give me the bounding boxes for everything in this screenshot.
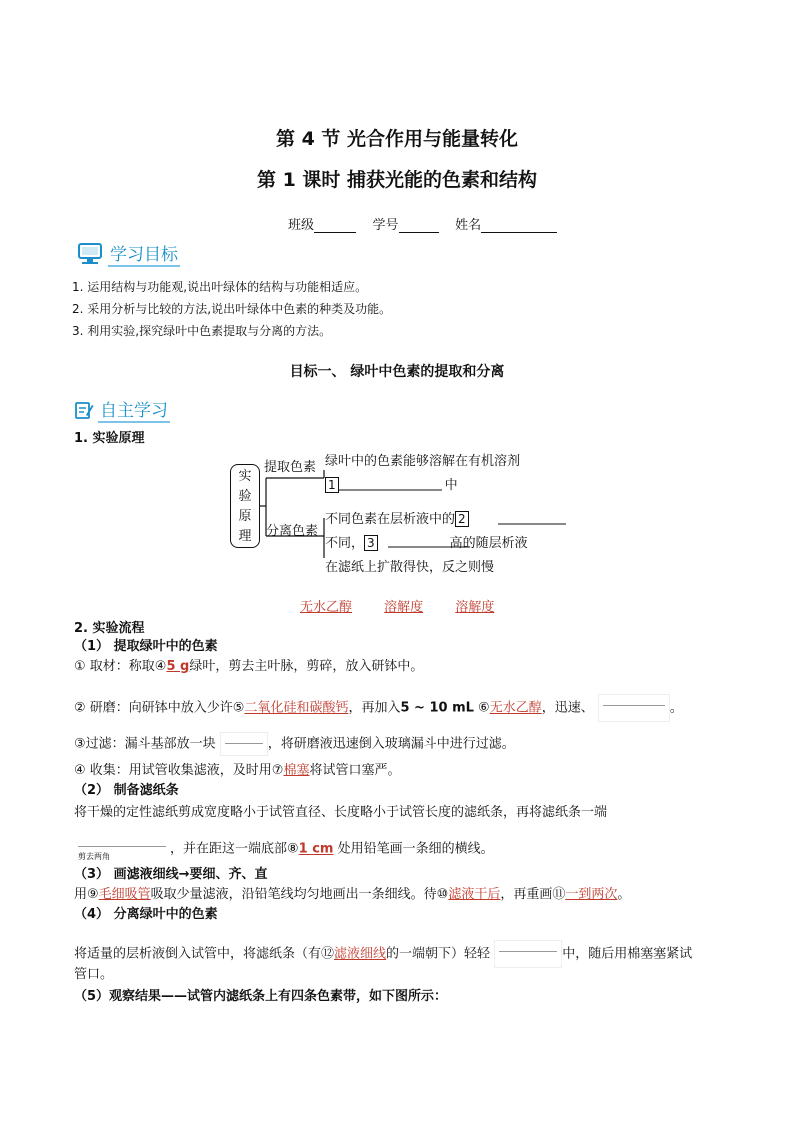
cut-corners-thumbnail — [74, 836, 170, 862]
sub3-a: 用⑨ — [74, 887, 99, 902]
objective-item: 3. 利用实验,探究绿叶中色素提取与分离的方法。 — [72, 324, 332, 338]
branch2-line3: 在滤纸上扩散得快，反之则慢 — [325, 560, 495, 575]
sub4-end: 管口。 — [74, 967, 114, 982]
step2-volume: 5 ~ 10 mL — [400, 700, 474, 716]
name-label: 姓名 — [455, 218, 482, 233]
box-char: 实 — [238, 469, 252, 484]
box-char: 验 — [238, 489, 252, 504]
sub3-c: ，再重画⑪ — [500, 887, 566, 902]
step2-a: ② 研磨：向研钵中放入少许⑤ — [74, 700, 245, 716]
step1 — [74, 658, 423, 676]
sub3-answer3: 一到两次 — [565, 887, 618, 902]
branch2-line1-text: 不同色素在层析液中的 — [325, 512, 456, 527]
answer-3: 溶解度 — [455, 600, 495, 615]
sub4-heading: （4） 分离绿叶中的色素 — [74, 907, 218, 922]
self-study-label: 自主学习 — [98, 396, 170, 423]
sub4-b: 的一端朝下）轻轻 — [386, 946, 491, 962]
lesson-title: 第 1 课时 捕获光能的色素和结构 — [256, 169, 538, 191]
step2-e: 。 — [669, 700, 683, 716]
goal-heading: 目标一、 绿叶中色素的提取和分离 — [289, 364, 505, 380]
self-study-header — [74, 396, 170, 423]
step1-b: 绿叶，剪去主叶脉，剪碎，放入研钵中。 — [189, 659, 424, 674]
class-blank[interactable] — [314, 218, 356, 233]
step2-c: ⑥ — [473, 700, 490, 716]
sub3-heading: （3） 画滤液细线→要细、齐、直 — [74, 867, 268, 882]
number-label: 学号 — [372, 218, 399, 233]
sub3-paragraph — [74, 886, 630, 904]
box-char: 理 — [238, 529, 252, 544]
sub4-paragraph — [74, 940, 692, 968]
sub3-b: 吸取少量滤液，沿铅笔线均匀地画出一条细线。待⑩ — [150, 887, 449, 902]
step2-answer1: 二氧化硅和碳酸钙 — [244, 700, 349, 716]
name-blank[interactable] — [481, 218, 557, 233]
grinding-thumbnail — [598, 694, 670, 722]
step2-d: ，迅速、 — [541, 700, 594, 716]
step4 — [74, 762, 400, 780]
step3-a: ③过滤：漏斗基部放一块 — [74, 736, 216, 752]
branch1-line2 — [325, 474, 458, 493]
learning-objectives-label: 学习目标 — [108, 240, 180, 267]
step3 — [74, 732, 515, 756]
objective-item: 2. 采用分析与比较的方法,说出叶绿体中色素的种类及功能。 — [72, 302, 392, 316]
sub2-answer: 1 cm — [298, 841, 334, 857]
extract-pigment-label: 提取色素 — [264, 460, 317, 475]
branch1-end: 中 — [444, 478, 458, 493]
sub2-p2a: ，并在距这一端底部⑧ — [170, 841, 299, 857]
principle-heading: 1. 实验原理 — [74, 431, 145, 446]
branch2-line1 — [325, 508, 471, 527]
sub2-heading: （2） 制备滤纸条 — [74, 783, 179, 798]
step3-b: ，将研磨液迅速倒入玻璃漏斗中进行过滤。 — [267, 736, 515, 752]
sub4-a: 将适量的层析液倒入试管中，将滤纸条（有⑫ — [74, 946, 335, 962]
step1-a: ① 取材：称取④ — [74, 659, 167, 674]
process-heading: 2. 实验流程 — [74, 621, 145, 636]
sub3-answer2: 滤液干后 — [448, 887, 501, 902]
section-title: 第 4 节 光合作用与能量转化 — [275, 128, 519, 150]
class-label: 班级 — [288, 218, 315, 233]
branch2-end: 高的随层析液 — [449, 536, 528, 551]
sub2-paragraph: 将干燥的定性滤纸剪成宽度略小于试管直径、长度略小于试管长度的滤纸条，再将滤纸条一端 — [74, 805, 608, 820]
branch2-start: 不同， — [325, 536, 365, 551]
objectives-list — [72, 276, 391, 342]
answer-1: 无水乙醇 — [300, 600, 353, 615]
thumb-label: 剪去两角 — [78, 852, 110, 861]
blank-number: 1 — [325, 477, 339, 493]
sub2-p2b: 处用铅笔画一条细的横线。 — [333, 841, 494, 857]
student-info-line — [288, 214, 557, 233]
sub5-heading: （5）观察结果——试管内滤纸条上有四条色素带，如下图所示： — [74, 989, 448, 1004]
step2 — [74, 694, 683, 722]
objective-item: 1. 运用结构与功能观,说出叶绿体的结构与功能相适应。 — [72, 280, 368, 294]
sub4-c: 中，随后用棉塞塞紧试 — [562, 946, 693, 962]
sub3-d: 。 — [617, 887, 631, 902]
insert-thumbnail — [494, 940, 562, 968]
step2-answer2: 无水乙醇 — [489, 700, 542, 716]
branch2-line2 — [325, 532, 528, 551]
sub2-line2 — [74, 836, 494, 862]
blank-number: 2 — [455, 511, 469, 527]
sub4-answer: 滤液细线 — [334, 946, 387, 962]
sub3-answer1: 毛细吸管 — [98, 887, 151, 902]
step4-b: 将试管口塞严。 — [309, 763, 401, 778]
answer-2: 溶解度 — [384, 600, 424, 615]
blank-number: 3 — [364, 535, 378, 551]
learning-objectives-header — [76, 240, 180, 267]
box-char: 原 — [238, 509, 252, 524]
sub1-heading: （1） 提取绿叶中的色素 — [74, 639, 218, 654]
computer-icon — [76, 241, 104, 267]
notebook-pencil-icon — [74, 400, 94, 420]
principle-answers — [300, 596, 522, 615]
number-blank[interactable] — [399, 218, 439, 233]
step2-b: ，再加入 — [348, 700, 401, 716]
branch1-line1: 绿叶中的色素能够溶解在有机溶剂 — [325, 454, 521, 469]
principle-diagram — [228, 454, 588, 578]
step4-a: ④ 收集：用试管收集滤液，及时用⑦ — [74, 763, 284, 778]
step4-answer: 棉塞 — [283, 763, 310, 778]
separate-pigment-label: 分离色素 — [266, 524, 319, 539]
filter-thumbnail — [220, 732, 268, 756]
step1-answer: 5 g — [166, 659, 190, 674]
